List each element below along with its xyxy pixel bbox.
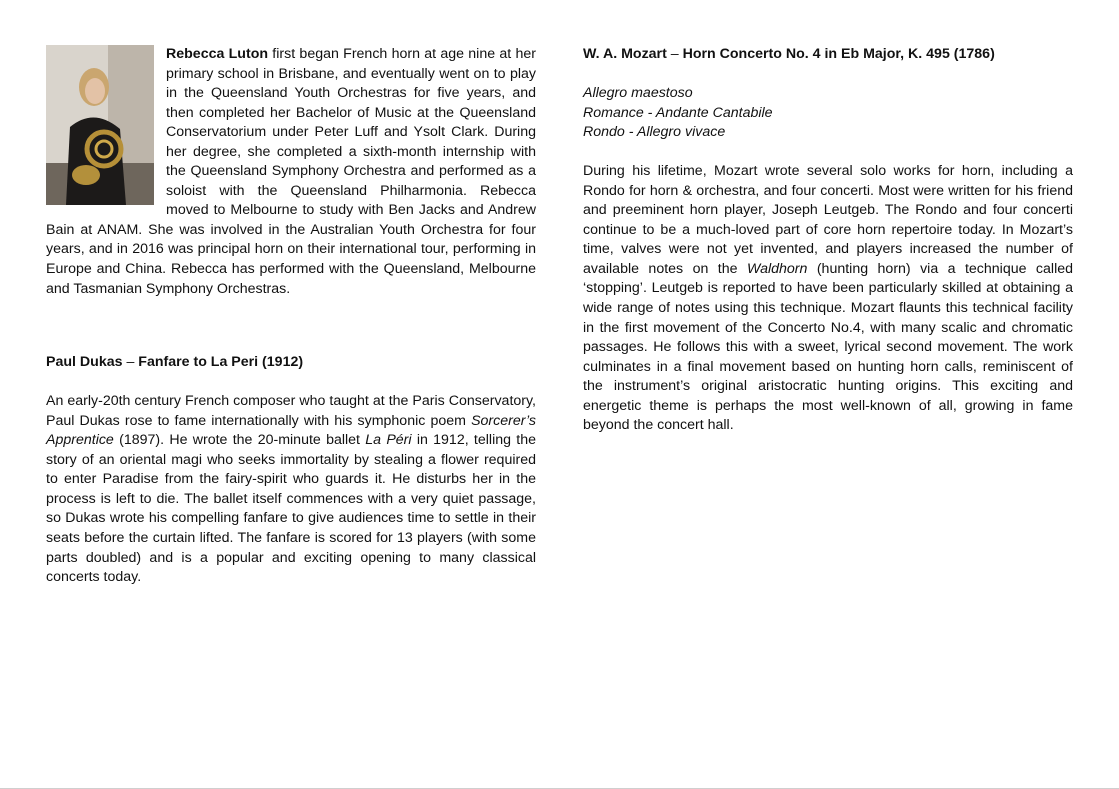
dukas-dash: – [122, 354, 139, 371]
dukas-work-la-peri: La Péri [365, 432, 412, 449]
mozart-text-1: During his lifetime, Mozart wrote several solo works for horn, including a Rondo for horn & orchestra, and four concerti. Most were written for his friend and preeminent horn player, Joseph Leutgeb. The Rondo and four concerti continue to be a much-loved part of core horn repertoire today. In Mozart’s time, valves were not yet invented, and players increased the number of available notes on the [583, 163, 1073, 277]
mozart-title: Horn Concerto No. 4 in Eb Major, K. 495 (1786) [682, 46, 995, 62]
bio-name: Rebecca Luton [166, 46, 269, 62]
dukas-text-1: An early-20th century French composer who taught at the Paris Conservatory, Paul Dukas rose to fame internationally with his symphonic poem [46, 393, 536, 429]
dukas-text-3: in 1912, telling the story of an oriental magi who seeks immortality by stealing a flower required to enter Paradise from the fairy-spirit who guards it. He disturbs her in the process is left to die. The ballet itself commences with a very quiet passage, so Dukas wrote his compelling fanfare to give audiences time to settle in their seats before the curtain lifted. The fanfare is scored for 13 players (with some parts doubled) and is a popular and exciting opening to many classical concerts today. [46, 432, 537, 586]
mozart-dash: – [666, 46, 683, 62]
dukas-heading [46, 353, 536, 373]
movement-2: Romance - Andante Cantabile [583, 104, 773, 121]
dukas-composer: Paul Dukas [46, 354, 123, 371]
movement-1: Allegro maestoso [583, 85, 693, 102]
mozart-text-2: (hunting horn) via a technique called ‘stopping’. Leutgeb is reported to have been particularly skilled at obtaining a wide range of notes using this technique. Mozart flaunts this technical facility in the first movement of the Concerto No.4, with many scalic and chromatic passages. He follows this with a sweet, lyrical second movement. The work culminates in a final movement based on hunting horn calls, reminiscent of the instrument’s original aristocratic hunting origins. This exciting and energetic theme is perhaps the most well-known of all, growing in fame beyond the concert hall. [583, 260, 1073, 434]
horn-player-image [46, 45, 154, 205]
right-column [583, 45, 1073, 436]
left-column [46, 45, 536, 588]
performer-photo [46, 45, 154, 205]
mozart-term-waldhorn: Waldhorn [746, 260, 808, 277]
mozart-heading [583, 45, 1073, 65]
dukas-title: Fanfare to La Peri (1912) [138, 354, 304, 371]
dukas-paragraph [46, 392, 536, 587]
movement-3: Rondo - Allegro vivace [583, 124, 726, 141]
dukas-text-2: (1897). He wrote the 20-minute ballet [113, 432, 366, 449]
mozart-composer: W. A. Mozart [583, 46, 667, 62]
mozart-paragraph [583, 162, 1073, 436]
bio-text: first began French horn at age nine at her primary school in Brisbane, and eventually went on to play in the Queensland Youth Orchestras for five years, and then completed her Bachelor of Music at the Queensland Conservatorium under Peter Luff and Ysolt Clark. During her degree, she completed a sixth-month internship with the Queensland Symphony Orchestra and performed as a soloist with the Queensland Philharmonia. Rebecca moved to Melbourne to study with Ben Jacks and Andrew Bain at ANAM. She was involved in the Australian Youth Orchestra for four years, and in 2016 was principal horn on their international tour, performing in Europe and China. Rebecca has performed with the Queensland, Melbourne and Tasmanian Symphony Orchestras. [46, 46, 536, 297]
dukas-work-sorcerer: Sorcerer’s Apprentice [46, 412, 536, 449]
